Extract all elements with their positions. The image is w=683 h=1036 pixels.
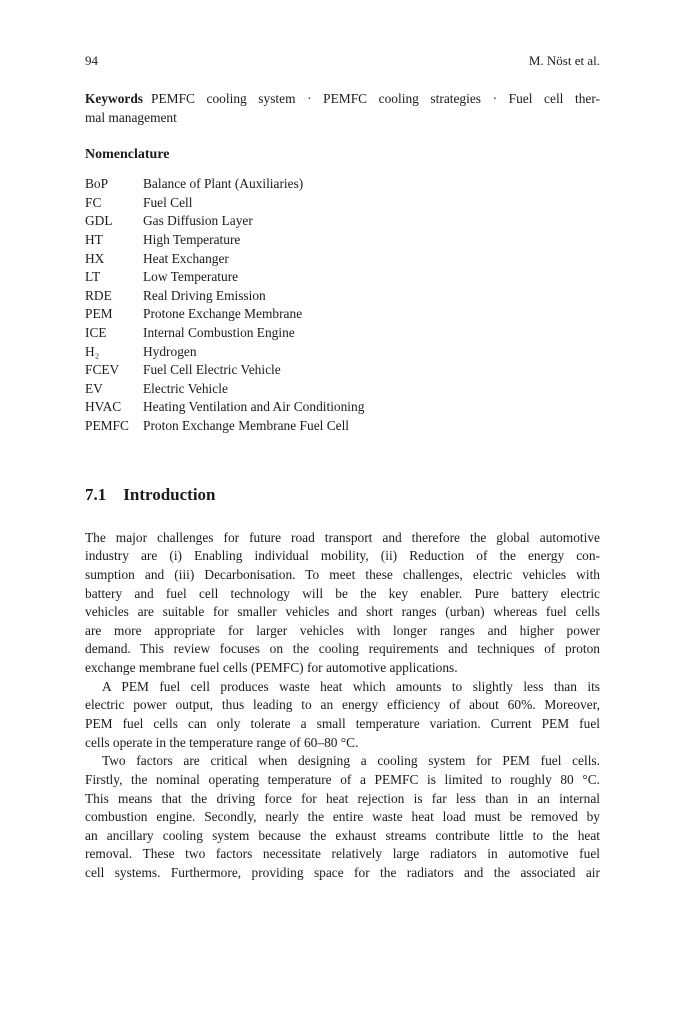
text-line: industry are (i) Enabling individual mobility, (ii) Reduction of the energy con- <box>85 548 600 564</box>
text-line: demand. This review focuses on the cooling requirements and techniques of proton <box>85 641 600 657</box>
paragraph-two-factors <box>85 752 600 882</box>
text-line: cells operate in the temperature range of 60–80 °C. <box>85 734 359 750</box>
nomenclature-definition: Proton Exchange Membrane Fuel Cell <box>143 418 350 433</box>
nomenclature-row <box>85 324 600 343</box>
nomenclature-row <box>85 287 600 306</box>
keywords-line-1 <box>85 90 600 109</box>
text-line: removal. These two factors necessitate relatively large radiators in automotive fuel <box>85 846 600 862</box>
text-line: electric power output, thus leading to an energy efficiency of about 60%. Moreover, <box>85 697 600 713</box>
nomenclature-definition: High Temperature <box>143 232 241 248</box>
nomenclature-term: BoP <box>85 176 109 192</box>
nomenclature-term: H₂ <box>85 343 100 359</box>
text-line: This means that the driving force for heat rejection is far less than in an internal <box>85 790 600 806</box>
text-line: sumption and (iii) Decarbonisation. To meet these challenges, electric vehicles with <box>85 566 600 582</box>
nomenclature-row <box>85 305 600 324</box>
running-head-authors: M. Nöst et al. <box>528 53 600 68</box>
text-line: Two factors are critical when designing a cooling system for PEM fuel cells. <box>102 753 600 769</box>
text-line: are more appropriate for larger vehicles with longer ranges and higher power <box>85 622 600 638</box>
text-line: exchange membrane fuel cells (PEMFC) for automotive applications. <box>85 660 458 676</box>
nomenclature-definition: Protone Exchange Membrane <box>143 306 303 322</box>
text-line: battery and fuel cell technology will be the key enabler. Pure battery electric <box>85 585 600 601</box>
nomenclature-row <box>85 361 600 380</box>
keywords-block <box>85 90 600 127</box>
nomenclature-term: LT <box>85 269 101 285</box>
nomenclature-term: HX <box>85 250 105 266</box>
nomenclature-row <box>85 417 600 436</box>
text-line: vehicles are suitable for smaller vehicles and short ranges (urban) whereas fuel cells <box>85 604 600 620</box>
keywords-text: PEMFC cooling system · PEMFC cooling strategies · Fuel cell ther- <box>151 91 600 106</box>
nomenclature-term: EV <box>85 380 103 396</box>
section-number: 7.1 <box>85 484 107 504</box>
text-line: A PEM fuel cell produces waste heat which amounts to slightly less than its <box>102 678 600 694</box>
nomenclature-row <box>85 343 600 362</box>
nomenclature-row <box>85 175 600 194</box>
nomenclature-definition: Electric Vehicle <box>143 380 228 396</box>
nomenclature-row <box>85 380 600 399</box>
nomenclature-definition: Heat Exchanger <box>143 250 229 266</box>
nomenclature-row <box>85 212 600 231</box>
running-header <box>85 52 600 69</box>
nomenclature-definition: Real Driving Emission <box>143 287 266 303</box>
nomenclature-definition: Hydrogen <box>143 343 197 359</box>
nomenclature-definition: Gas Diffusion Layer <box>143 213 253 229</box>
text-line: an ancillary cooling system because the exhaust streams contribute little to the heat <box>85 827 600 843</box>
page-number: 94 <box>85 53 98 68</box>
nomenclature-list <box>85 175 600 435</box>
nomenclature-term: GDL <box>85 213 113 229</box>
section-title: Introduction <box>123 484 216 504</box>
nomenclature-term: FCEV <box>85 362 120 378</box>
section-heading <box>85 484 600 506</box>
nomenclature-term: RDE <box>85 287 112 303</box>
nomenclature-term: ICE <box>85 325 107 341</box>
nomenclature-row <box>85 268 600 287</box>
nomenclature-row <box>85 250 600 269</box>
nomenclature-definition: Low Temperature <box>143 269 239 285</box>
text-line: The major challenges for future road transport and therefore the global automotive <box>85 529 600 545</box>
nomenclature-term: HVAC <box>85 399 122 415</box>
nomenclature-definition: Fuel Cell Electric Vehicle <box>143 362 281 378</box>
keywords-line-2: mal management <box>85 109 177 125</box>
text-line: Firstly, the nominal operating temperature of a PEMFC is limited to roughly 80 °C. <box>85 771 600 787</box>
nomenclature-term: PEMFC <box>85 418 129 433</box>
nomenclature-definition: Internal Combustion Engine <box>143 325 295 341</box>
nomenclature-term: FC <box>85 194 102 210</box>
body-text <box>85 529 600 883</box>
nomenclature-row <box>85 231 600 250</box>
paragraph-waste-heat <box>85 678 600 753</box>
nomenclature-row <box>85 194 600 213</box>
nomenclature-definition: Fuel Cell <box>143 194 193 210</box>
paragraph-intro-challenges <box>85 529 600 678</box>
text-line: cell systems. Furthermore, providing space for the radiators and the associated air <box>85 865 600 881</box>
nomenclature-term: PEM <box>85 306 113 322</box>
text-line: PEM fuel cells can only tolerate a small temperature variation. Current PEM fuel <box>85 716 600 731</box>
nomenclature-definition: Balance of Plant (Auxiliaries) <box>143 176 304 192</box>
nomenclature-definition: Heating Ventilation and Air Conditioning <box>143 399 365 415</box>
nomenclature-term: HT <box>85 232 103 248</box>
text-line: combustion engine. Secondly, nearly the entire waste heat load must be removed by <box>85 809 600 825</box>
nomenclature-row <box>85 398 600 417</box>
nomenclature-heading: Nomenclature <box>85 147 170 163</box>
keywords-label: Keywords <box>85 91 144 106</box>
